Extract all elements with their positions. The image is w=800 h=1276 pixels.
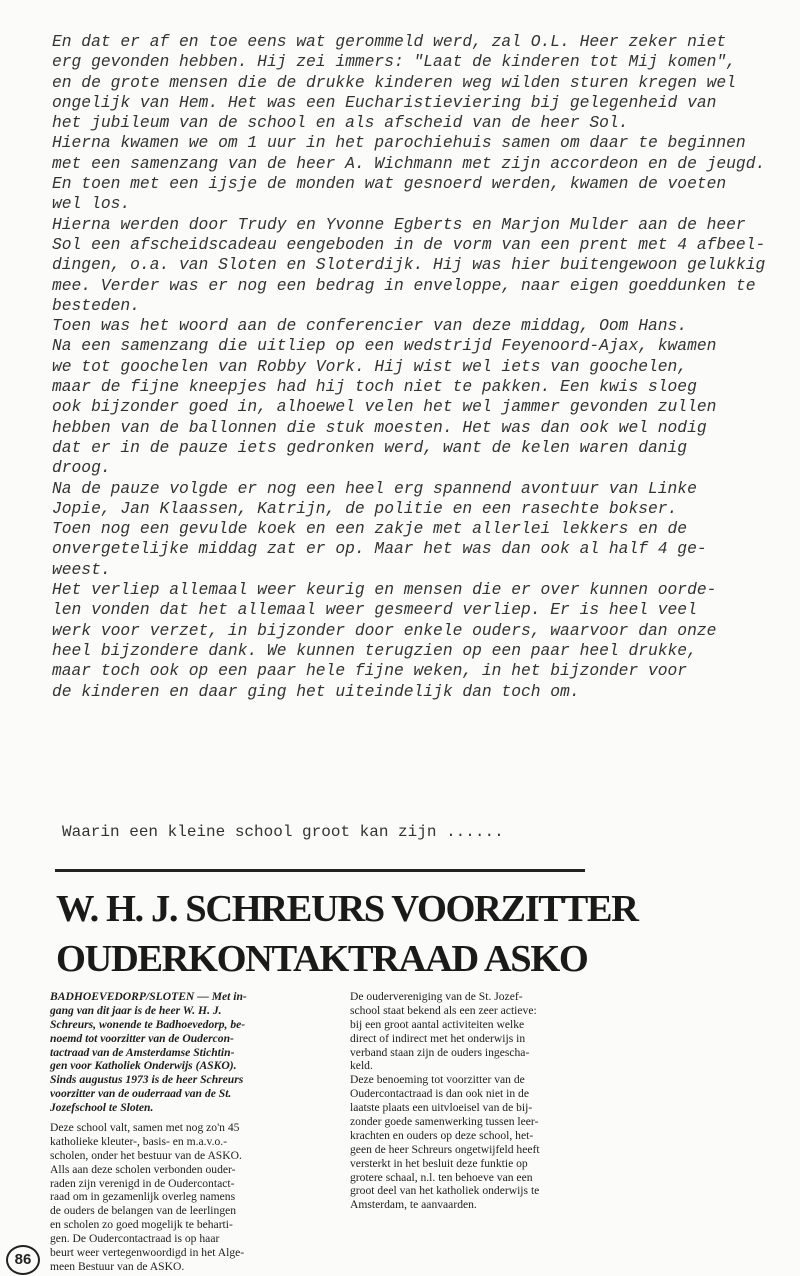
text-line: ook bijzonder goed in, alhoewel velen het wel jammer gevonden zullen: [52, 397, 717, 417]
text-line: voorzitter van de ouderraad van de St.: [50, 1087, 232, 1101]
text-line: Deze school valt, samen met nog zo'n 45: [50, 1121, 240, 1135]
text-line: hebben van de ballonnen die stuk moesten. Het was dan ook wel nodig: [52, 417, 707, 437]
text-line: Toen nog een gevulde koek en een zakje met allerlei lekkers en de: [52, 519, 688, 539]
page-number: 86: [6, 1245, 40, 1275]
typed-story: [52, 32, 765, 702]
text-line: Het verliep allemaal weer keurig en mensen die er over kunnen oorde-: [52, 580, 717, 600]
text-line: grotere schaal, n.l. ten behoeve van een: [350, 1170, 533, 1184]
text-line: laatste plaats een uitvloeisel van de bij-: [350, 1101, 533, 1115]
text-line: Deze benoeming tot voorzitter van de: [350, 1073, 525, 1087]
text-line: maar toch ook op een paar hele fijne weken, in het bijzonder voor: [52, 661, 688, 681]
text-line: Alls aan deze scholen verbonden ouder-: [50, 1162, 236, 1176]
text-line: Oudercontactraad is dan ook niet in de: [350, 1087, 529, 1101]
text-line: En toen met een ijsje de monden wat gesnoerd werden, kwamen de voeten: [52, 174, 727, 194]
text-line: wel los.: [52, 194, 131, 214]
text-line: besteden.: [52, 295, 140, 315]
headline-line: W. H. J. SCHREURS VOORZITTER: [56, 888, 638, 930]
clipping-column-left: [50, 990, 340, 1274]
clipping-caption: Waarin een kleine school groot kan zijn ......: [62, 823, 504, 841]
text-line: we tot goochelen van Robby Vork. Hij wist wel iets van goochelen,: [52, 356, 688, 376]
text-line: len vonden dat het allemaal weer gesmeerd verliep. Er is heel veel: [52, 600, 697, 620]
text-line: en scholen zo goed mogelijk te beharti-: [50, 1218, 233, 1232]
text-line: Toen was het woord aan de conferencier van deze middag, Oom Hans.: [52, 316, 688, 336]
text-line: erg gevonden hebben. Hij zei immers: "Laat de kinderen tot Mij komen",: [52, 52, 736, 72]
text-line: groot deel van het katholiek onderwijs te: [350, 1184, 540, 1198]
text-line: Jozefschool te Sloten.: [50, 1101, 154, 1115]
text-line: onvergetelijke middag zat er op. Maar het was dan ook al half 4 ge-: [52, 539, 707, 559]
text-line: meen Bestuur van de ASKO.: [50, 1259, 185, 1273]
text-line: Na de pauze volgde er nog een heel erg spannend avontuur van Linke: [52, 478, 697, 498]
text-line: direct of indirect met het onderwijs in: [350, 1031, 526, 1045]
text-line: werk voor verzet, in bijzonder door enkele ouders, waarvoor dan onze: [52, 620, 717, 640]
text-line: BADHOEVEDORP/SLOTEN — Met in-: [50, 990, 247, 1003]
text-line: geen de heer Schreurs ongetwijfeld heeft: [350, 1142, 540, 1156]
text-line: De oudervereniging van de St. Jozef-: [350, 990, 523, 1003]
text-line: dat er in de pauze iets gedronken werd, want de kelen waren danig: [52, 437, 688, 457]
text-line: met een samenzang van de heer A. Wichmann met zijn accordeon en de jeugd.: [52, 153, 766, 173]
text-line: bij een groot aantal activiteiten welke: [350, 1017, 525, 1031]
text-line: En dat er af en toe eens wat gerommeld werd, zal O.L. Heer zeker niet: [52, 32, 727, 51]
headline-rule: [55, 869, 585, 872]
text-line: het jubileum van de school en als afscheid van de heer Sol.: [52, 113, 629, 133]
text-line: Hierna kwamen we om 1 uur in het parochiehuis samen om daar te beginnen: [52, 133, 746, 153]
text-line: droog.: [52, 458, 111, 478]
text-line: tactraad van de Amsterdamse Stichtin-: [50, 1045, 235, 1059]
text-line: Sinds augustus 1973 is de heer Schreurs: [50, 1073, 244, 1087]
text-line: Sol een afscheidscadeau eengeboden in de vorm van een prent met 4 afbeel-: [52, 234, 766, 254]
text-line: de ouders de belangen van de leerlingen: [50, 1204, 237, 1218]
text-line: de kinderen en daar ging het uiteindelijk dan toch om.: [52, 681, 580, 701]
clipping-column-right: [350, 990, 640, 1212]
clipping-headline: [56, 884, 638, 984]
text-line: scholen, onder het bestuur van de ASKO.: [50, 1148, 242, 1162]
text-line: gen. De Oudercontactraad is op haar: [50, 1232, 220, 1246]
text-line: keld.: [350, 1059, 373, 1073]
text-line: Hierna werden door Trudy en Yvonne Egberts en Marjon Mulder aan de heer: [52, 214, 746, 234]
text-line: beurt weer vertegenwoordigd in het Alge-: [50, 1246, 245, 1260]
text-line: ongelijk van Hem. Het was een Eucharistieviering bij gelegenheid van: [52, 92, 717, 112]
text-line: Na een samenzang die uitliep op een wedstrijd Feyenoord-Ajax, kwamen: [52, 336, 717, 356]
text-line: versterkt in het besluit deze funktie op: [350, 1156, 528, 1170]
text-line: school staat bekend als een zeer actieve:: [350, 1003, 537, 1017]
text-line: en de grote mensen die de drukke kinderen weg wilden sturen kregen wel: [52, 72, 736, 92]
text-line: gen voor Katholiek Onderwijs (ASKO).: [50, 1059, 237, 1073]
text-line: mee. Verder was er nog een bedrag in enveloppe, naar eigen goeddunken te: [52, 275, 756, 295]
text-line: verband staan zijn de ouders ingescha-: [350, 1045, 530, 1059]
text-line: raad om in gezamenlijk overleg namens: [50, 1190, 236, 1204]
text-line: Schreurs, wonende te Badhoevedorp, be-: [50, 1017, 246, 1031]
text-line: noemd tot voorzitter van de Oudercon-: [50, 1031, 234, 1045]
text-line: heel bijzondere dank. We kunnen terugzien op een paar heel drukke,: [52, 640, 697, 660]
text-line: raden zijn verenigd in de Oudercontact-: [50, 1176, 235, 1190]
text-line: maar de fijne kneepjes had hij toch niet te pakken. Een kwis sloeg: [52, 377, 697, 397]
text-line: dingen, o.a. van Sloten en Sloterdijk. Hij was hier buitengewoon gelukkig: [52, 255, 766, 275]
text-line: krachten en ouders op deze school, het-: [350, 1128, 534, 1142]
text-line: zonder goede samenwerking tussen leer-: [350, 1115, 539, 1129]
text-line: katholieke kleuter-, basis- en m.a.v.o.-: [50, 1134, 228, 1148]
text-line: gang van dit jaar is de heer W. H. J.: [50, 1003, 222, 1017]
text-line: Amsterdam, te aanvaarden.: [350, 1198, 477, 1212]
text-line: weest.: [52, 559, 111, 579]
headline-line: OUDERKONTAKTRAAD ASKO: [56, 938, 588, 980]
text-line: Jopie, Jan Klaassen, Katrijn, de politie en een rasechte bokser.: [52, 498, 678, 518]
